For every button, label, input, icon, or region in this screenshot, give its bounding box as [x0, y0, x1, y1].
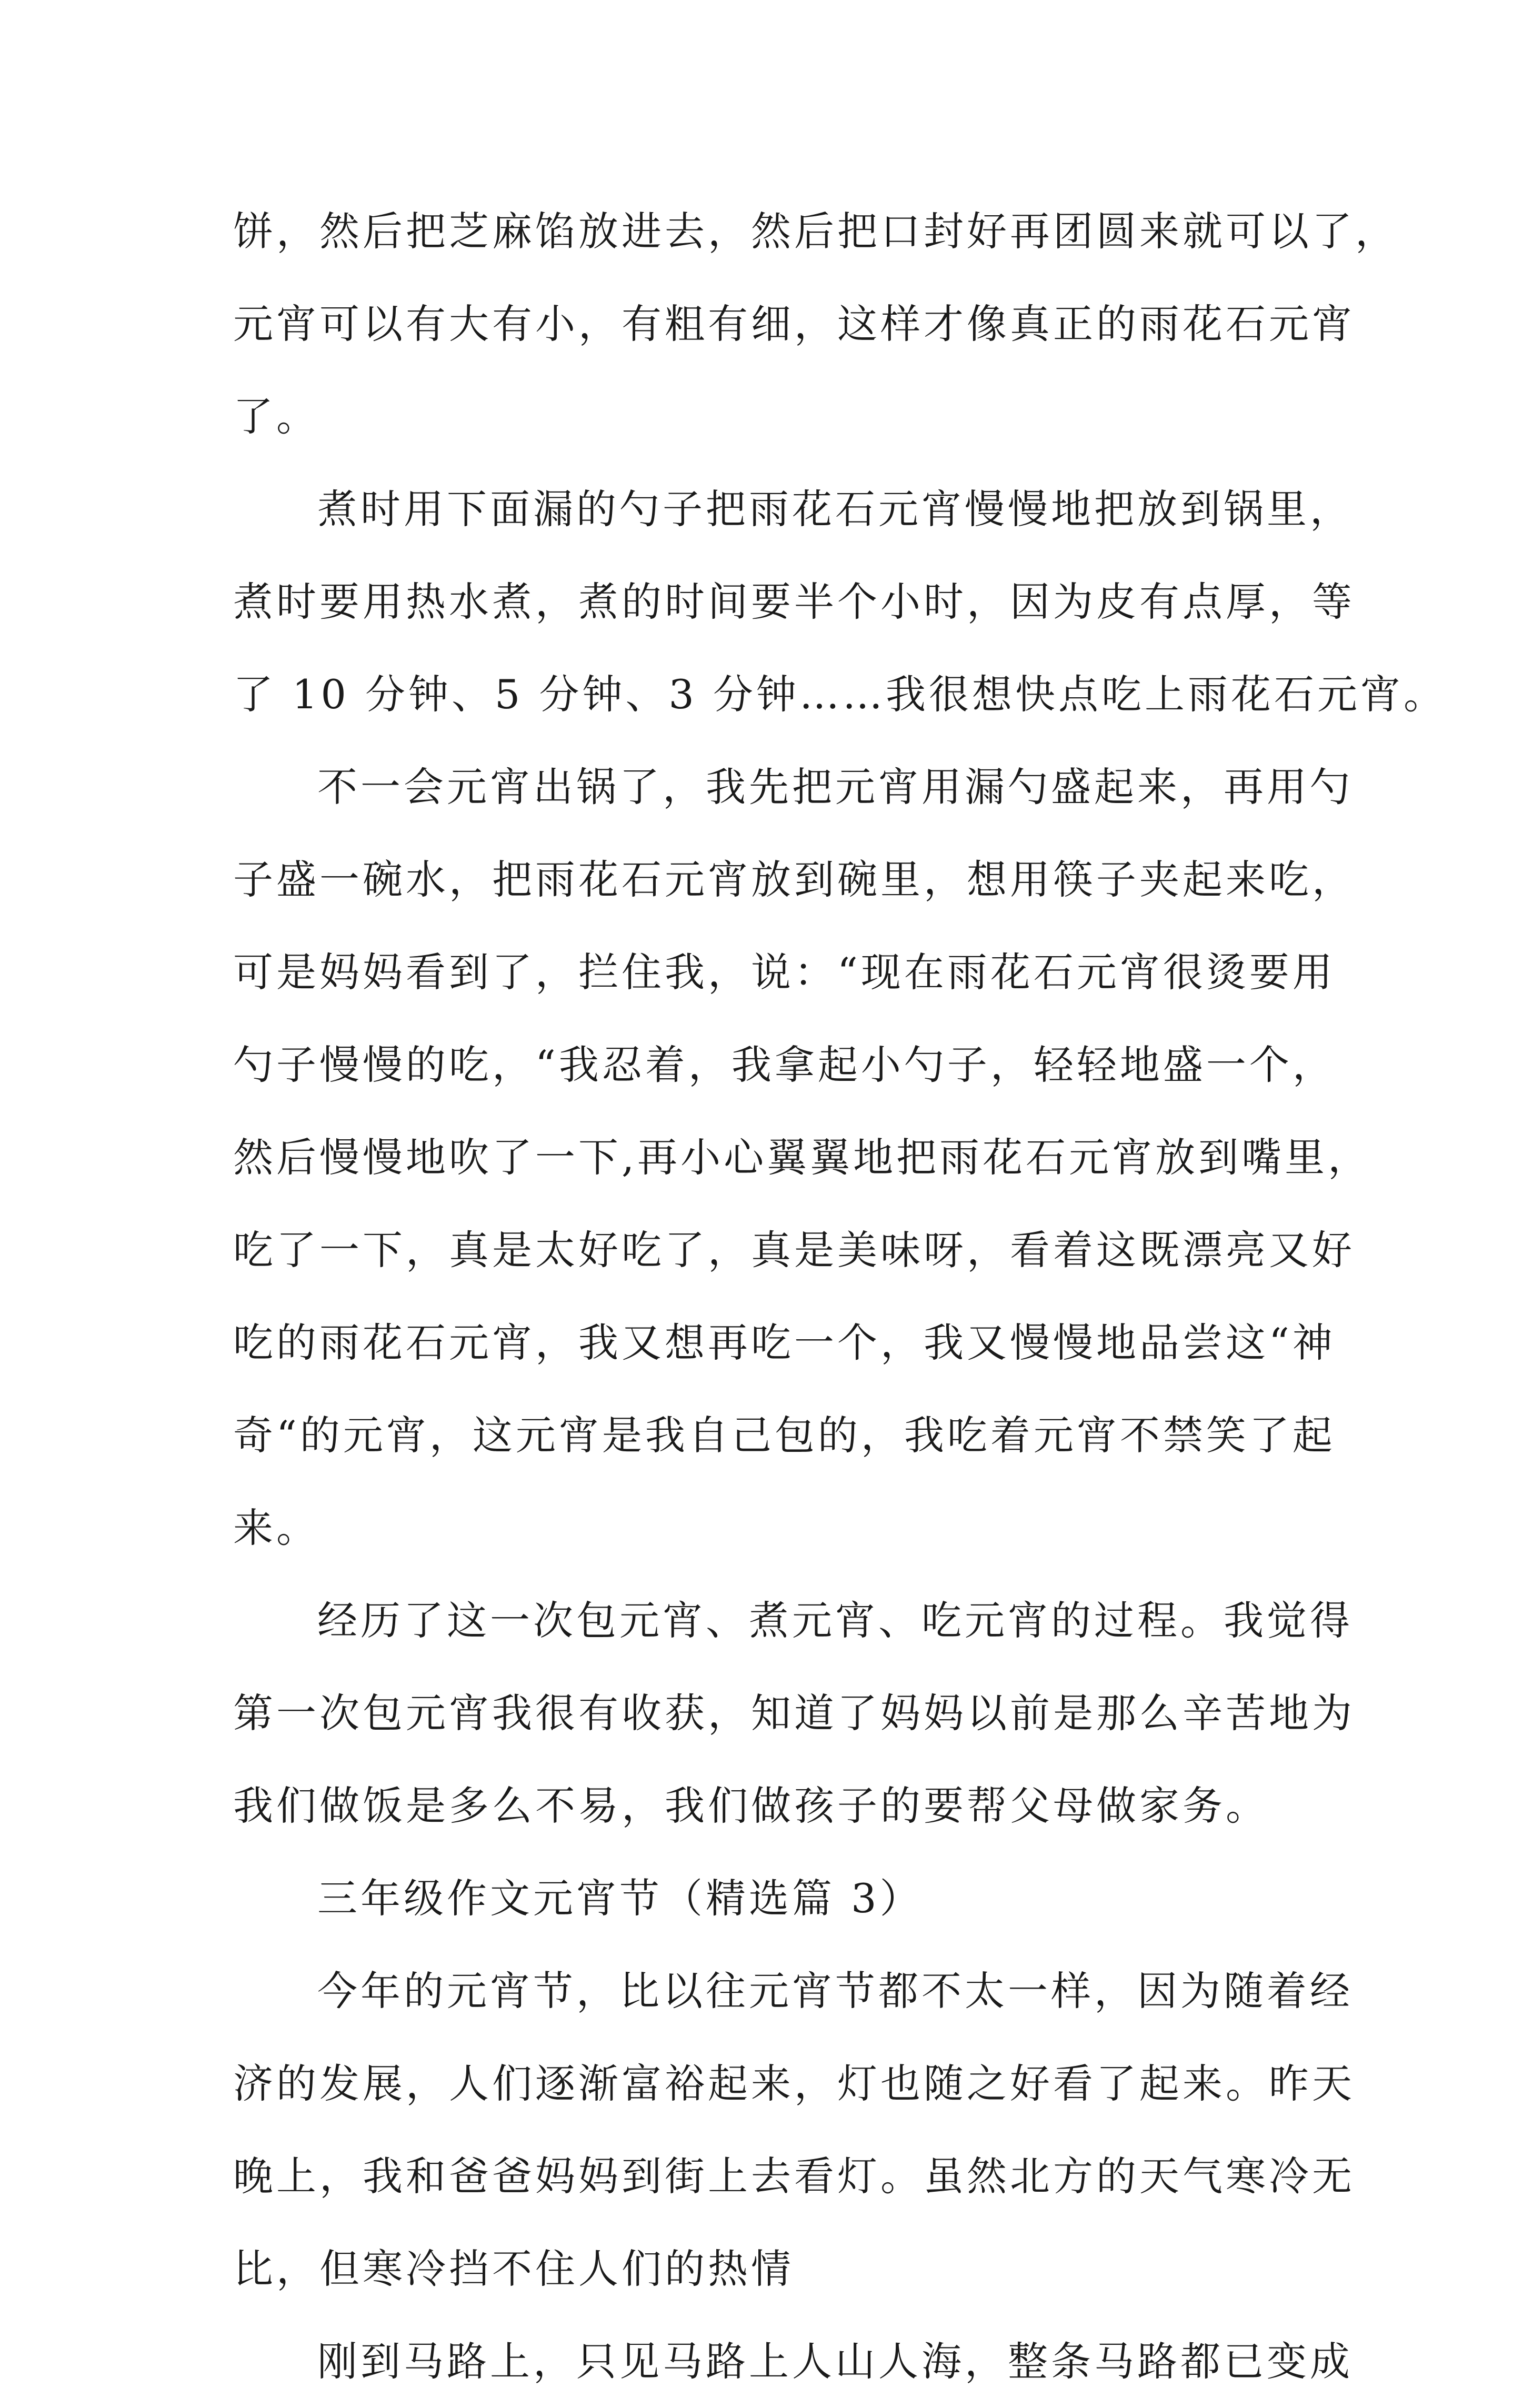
text-line: 了。: [233, 393, 319, 440]
text-line: 子盛一碗水，把雨花石元宵放到碗里，想用筷子夹起来吃，: [233, 856, 1355, 903]
paragraph-start-line: 经历了这一次包元宵、煮元宵、吃元宵的过程。我觉得: [317, 1597, 1353, 1644]
text-line: 吃了一下，真是太好吃了，真是美味呀，看着这既漂亮又好: [233, 1227, 1355, 1273]
text-line: 晚上，我和爸爸妈妈到街上去看灯。虽然北方的天气寒冷无: [233, 2153, 1355, 2200]
paragraph-start-line: 刚到马路上，只见马路上人山人海，整条马路都已变成: [317, 2338, 1353, 2385]
text-line: 比，但寒冷挡不住人们的热情: [233, 2245, 794, 2292]
text-line: 然后慢慢地吹了一下,再小心翼翼地把雨花石元宵放到嘴里，: [233, 1134, 1371, 1181]
text-line: 我们做饭是多么不易，我们做孩子的要帮父母做家务。: [233, 1782, 1269, 1829]
section-heading: 三年级作文元宵节（精选篇 3）: [317, 1875, 923, 1922]
text-line: 可是妈妈看到了，拦住我，说：“现在雨花石元宵很烫要用: [233, 949, 1336, 996]
text-line: 吃的雨花石元宵，我又想再吃一个，我又慢慢地品尝这“神: [233, 1319, 1336, 1366]
text-line: 煮时要用热水煮，煮的时间要半个小时，因为皮有点厚，等: [233, 578, 1355, 625]
document-body: [233, 185, 1447, 2408]
paragraph-start-line: 不一会元宵出锅了，我先把元宵用漏勺盛起来，再用勺: [317, 764, 1353, 810]
text-line: 来。: [233, 1504, 319, 1551]
paragraph-start-line: 煮时用下面漏的勺子把雨花石元宵慢慢地把放到锅里，: [317, 486, 1353, 533]
text-line: 了 10 分钟、5 分钟、3 分钟……我很想快点吃上雨花石元宵。: [233, 671, 1447, 718]
text-line: 奇“的元宵，这元宵是我自己包的，我吃着元宵不禁笑了起: [233, 1412, 1336, 1459]
text-line: 济的发展，人们逐渐富裕起来，灯也随之好看了起来。昨天: [233, 2060, 1355, 2107]
text-line: 勺子慢慢的吃，“我忍着，我拿起小勺子，轻轻地盛一个，: [233, 1041, 1336, 1088]
text-line: 元宵可以有大有小，有粗有细，这样才像真正的雨花石元宵: [233, 300, 1355, 347]
text-line: 第一次包元宵我很有收获，知道了妈妈以前是那么辛苦地为: [233, 1690, 1355, 1737]
text-line: 饼，然后把芝麻馅放进去，然后把口封好再团圆来就可以了，: [233, 208, 1398, 255]
paragraph-start-line: 今年的元宵节，比以往元宵节都不太一样，因为随着经: [317, 1968, 1353, 2014]
